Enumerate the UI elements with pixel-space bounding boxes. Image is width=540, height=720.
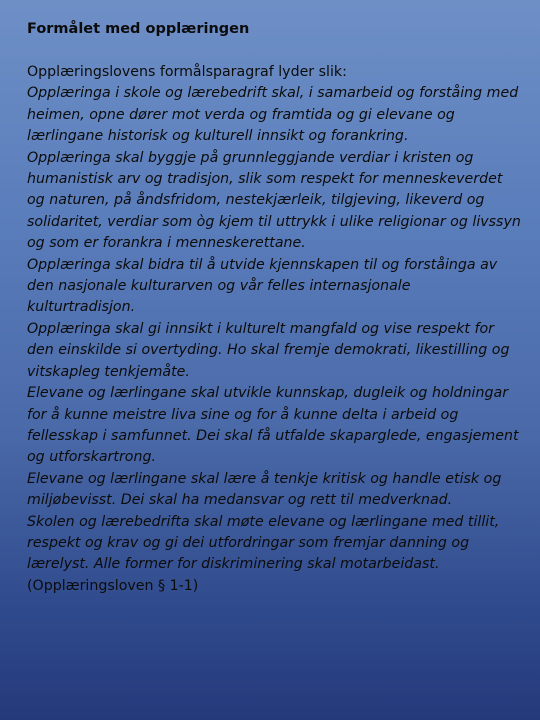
text-body bbox=[27, 62, 522, 597]
paragraph-1: Opplæringa i skole og lærebedrift skal, i samarbeid og forståing med heimen, opne dører mot verda og framtida og gi elevane og lærlingane historisk og kulturell innsikt og forankring. bbox=[27, 85, 519, 145]
paragraph-7: Skolen og lærebedrifta skal møte elevane og lærlingane med tillit, respekt og krav og gi dei utfordringar som fremjar danning og lærelyst. Alle former for diskriminering skal motarbeidast. bbox=[27, 513, 500, 573]
source-citation: (Opplæringsloven § 1-1) bbox=[27, 577, 199, 594]
paragraph-5: Elevane og lærlingane skal utvikle kunnskap, dugleik og holdningar for å kunne meistre liva sine og for å kunne delta i arbeid og fellesskap i samfunnet. Dei skal få utfalde skaparglede, engasjement og utforskartrong. bbox=[27, 385, 519, 466]
paragraph-2: Opplæringa skal byggje på grunnleggjande verdiar i kristen og humanistisk arv og tradisjon, slik som respekt for menneskeverdet og naturen, på åndsfridom, nestekjærleik, tilgjeving, likeverd og solidaritet, verdiar som òg kjem til uttrykk i ulike religionar og livssyn og som er forankra i menneskerettane. bbox=[27, 149, 521, 252]
paragraph-4: Opplæringa skal gi innsikt i kulturelt mangfald og vise respekt for den einskilde si overtyding. Ho skal fremje demokrati, likestilling og vitskapleg tenkjemåte. bbox=[27, 320, 510, 380]
paragraph-6: Elevane og lærlingane skal lære å tenkje kritisk og handle etisk og miljøbevisst. Dei skal ha medansvar og rett til medverknad. bbox=[27, 470, 502, 509]
paragraph-3: Opplæringa skal bidra til å utvide kjennskapen til og forståinga av den nasjonale kulturarven og vår felles internasjonale kulturtradisjon. bbox=[27, 256, 498, 316]
intro-line: Opplæringslovens formålsparagraf lyder slik: bbox=[27, 64, 347, 80]
page-title: Formålet med opplæringen bbox=[27, 21, 250, 37]
